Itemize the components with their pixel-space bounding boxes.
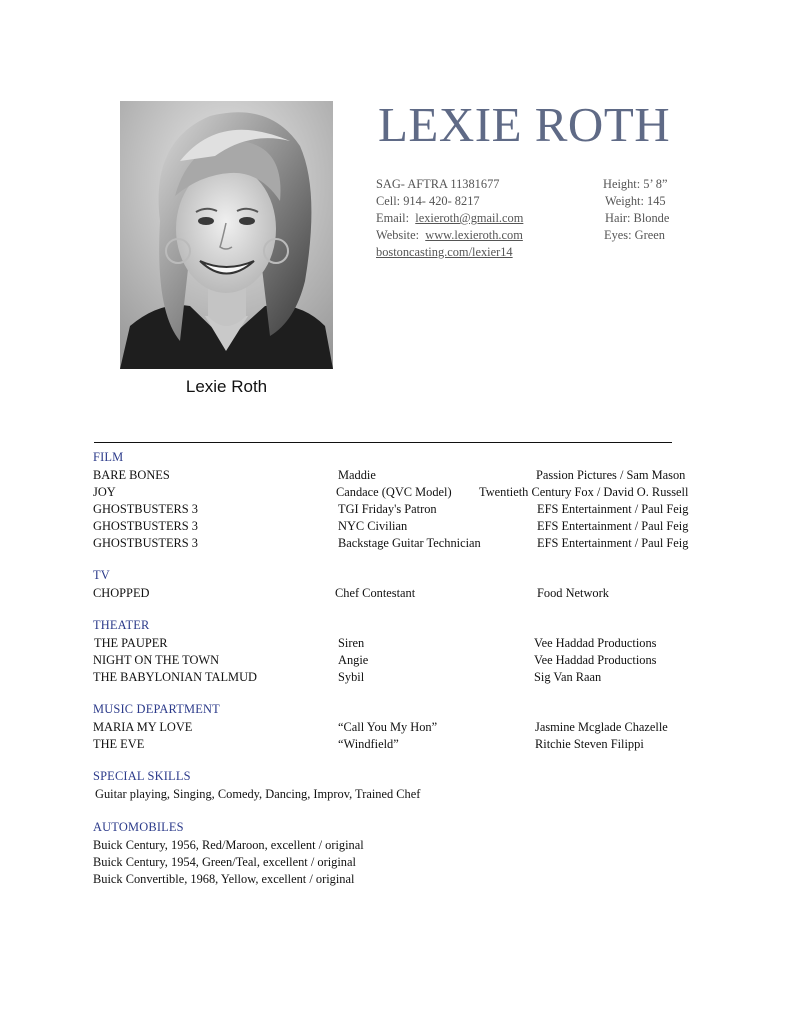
music-role: “Call You My Hon” [338,720,438,734]
headshot-photo [120,101,333,369]
tv-heading: TV [93,568,110,582]
theater-heading: THEATER [93,618,150,632]
photo-caption: Lexie Roth [185,377,268,396]
film-title: GHOSTBUSTERS 3 [93,536,198,550]
music-company: Ritchie Steven Filippi [535,737,644,751]
music-heading: MUSIC DEPARTMENT [93,702,220,716]
music-title: MARIA MY LOVE [93,720,193,734]
film-company: EFS Entertainment / Paul Feig [537,519,689,533]
theater-company: Sig Van Raan [534,670,602,684]
cell-phone: Cell: 914- 420- 8217 [376,194,480,208]
theater-title: NIGHT ON THE TOWN [93,653,220,667]
stats-block [603,176,669,244]
hair-stat: Hair: Blonde [605,211,670,225]
skills-heading: SPECIAL SKILLS [93,769,191,783]
skills-text: Guitar playing, Singing, Comedy, Dancing, Improv, Trained Chef [95,787,421,801]
section-divider [94,442,672,443]
theater-company: Vee Haddad Productions [534,636,657,650]
film-company: EFS Entertainment / Paul Feig [537,536,689,550]
casting-link[interactable]: bostoncasting.com/lexier14 [376,245,513,259]
film-title: BARE BONES [93,468,170,482]
website-link[interactable]: www.lexieroth.com [425,228,523,242]
email-label: Email: [376,211,410,225]
automobile-item: Buick Convertible, 1968, Yellow, excellent / original [93,872,355,886]
theater-role: Angie [338,653,369,667]
theater-role: Siren [338,636,365,650]
tv-role: Chef Contestant [335,586,416,600]
film-title: GHOSTBUSTERS 3 [93,519,198,533]
tv-company: Food Network [537,586,609,600]
film-role: Maddie [338,468,376,482]
casting-line [376,244,523,261]
film-title: JOY [93,485,116,499]
height-stat: Height: 5’ 8” [603,177,668,191]
film-company: Twentieth Century Fox / David O. Russell [479,485,689,499]
eyes-stat: Eyes: Green [604,228,665,242]
weight-stat: Weight: 145 [605,194,666,208]
website-label: Website: [376,228,420,242]
film-role: Backstage Guitar Technician [338,536,481,550]
theater-company: Vee Haddad Productions [534,653,657,667]
contact-block [376,176,523,261]
film-heading: FILM [93,450,124,464]
film-title: GHOSTBUSTERS 3 [93,502,198,516]
theater-role: Sybil [338,670,365,684]
film-company: Passion Pictures / Sam Mason [536,468,686,482]
film-role: Candace (QVC Model) [336,485,452,499]
film-role: TGI Friday's Patron [338,502,437,516]
actor-name: LEXIE ROTH [378,97,671,152]
automobile-item: Buick Century, 1954, Green/Teal, excellent / original [93,855,356,869]
film-role: NYC Civilian [338,519,408,533]
theater-title: THE PAUPER [94,636,168,650]
website-line [376,227,523,244]
music-role: “Windfield” [338,737,399,751]
film-company: EFS Entertainment / Paul Feig [537,502,689,516]
automobiles-heading: AUTOMOBILES [93,820,184,834]
tv-title: CHOPPED [93,586,150,600]
music-title: THE EVE [93,737,145,751]
theater-title: THE BABYLONIAN TALMUD [93,670,257,684]
email-link[interactable]: lexieroth@gmail.com [415,211,524,225]
music-company: Jasmine Mcglade Chazelle [535,720,668,734]
union-number: SAG- AFTRA 11381677 [376,177,500,191]
automobile-item: Buick Century, 1956, Red/Maroon, excellent / original [93,838,364,852]
email-line [376,210,523,227]
